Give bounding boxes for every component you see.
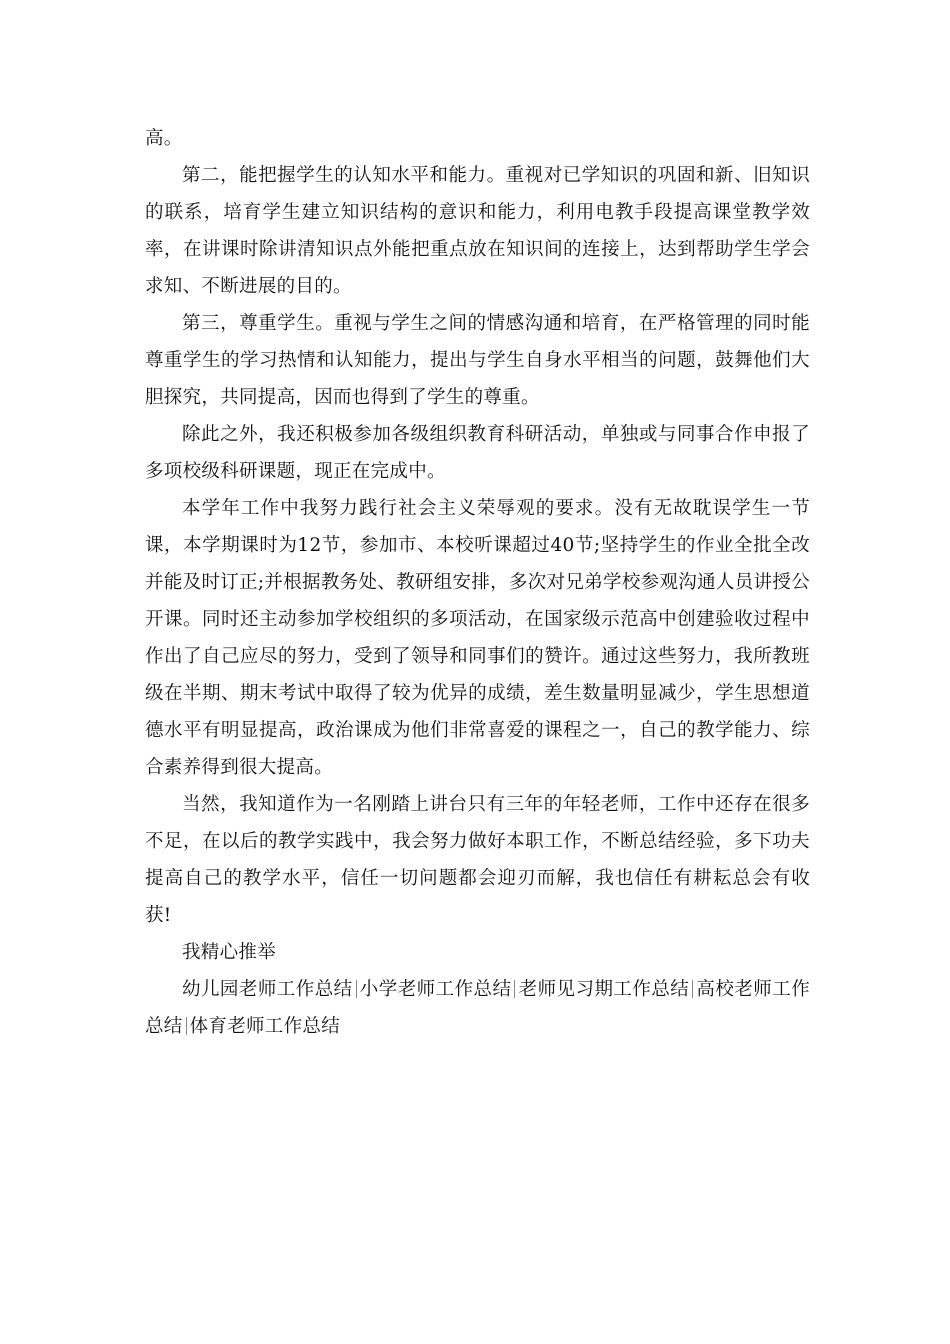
- related-links: [145, 971, 810, 1045]
- link-primary-teacher-summary[interactable]: 小学老师工作总结: [359, 979, 512, 1000]
- link-pe-teacher-summary[interactable]: 体育老师工作总结: [189, 1016, 341, 1037]
- paragraph-continuation: 高。: [145, 128, 183, 149]
- link-probation-teacher-summary[interactable]: 老师见习期工作总结: [518, 979, 690, 1000]
- link-separator: [514, 980, 515, 998]
- recommendation-heading: 我精心推举: [182, 942, 277, 963]
- paragraph-second-point: 第二，能把握学生的认知水平和能力。重视对已学知识的巩固和新、旧知识的联系，培育学生建立知识结构的意识和能力，利用电教手段提高课堂教学效率，在讲课时除讲清知识点外能把重点放在知识间的连接上，达到帮助学生学会求知、不断进展的目的。: [145, 165, 810, 297]
- paragraph-third-point: 第三，尊重学生。重视与学生之间的情感沟通和培育，在严格管理的同时能尊重学生的学习热情和认知能力，提出与学生自身水平相当的问题，鼓舞他们大胆探究，共同提高，因而也得到了学生的尊重。: [145, 313, 810, 408]
- paragraph-research: 除此之外，我还积极参加各级组织教育科研活动，单独或与同事合作申报了多项校级科研课题，现正在完成中。: [145, 424, 810, 482]
- document-body: [145, 120, 810, 1045]
- link-separator: [692, 980, 693, 998]
- paragraph-work-summary: 本学年工作中我努力践行社会主义荣辱观的要求。没有无故耽误学生一节课，本学期课时为12节，参加市、本校听课超过40节;坚持学生的作业全批全改并能及时订正;并根据教务处、教研组安排，多次对兄弟学校参观沟通人员讲授公开课。同时还主动参加学校组织的多项活动，在国家级示范高中创建验收过程中作出了自己应尽的努力，受到了领导和同事们的赞许。通过这些努力，我所教班级在半期、期末考试中取得了较为优异的成绩，差生数量明显减少，学生思想道德水平有明显提高，政治课成为他们非常喜爱的课程之一，自己的教学能力、综合素养得到很大提高。: [145, 498, 810, 778]
- link-university-teacher-summary[interactable]: 高校老师工作总结: [145, 979, 810, 1037]
- link-kindergarten-teacher-summary[interactable]: 幼儿园老师工作总结: [182, 979, 353, 1000]
- paragraph-conclusion: 当然，我知道作为一名刚踏上讲台只有三年的年轻老师，工作中还存在很多不足，在以后的教学实践中，我会努力做好本职工作，不断总结经验，多下功夫提高自己的教学水平，信任一切问题都会迎刃而解，我也信任有耕耘总会有收获!: [145, 794, 810, 926]
- link-separator: [186, 1017, 187, 1035]
- link-separator: [356, 980, 357, 998]
